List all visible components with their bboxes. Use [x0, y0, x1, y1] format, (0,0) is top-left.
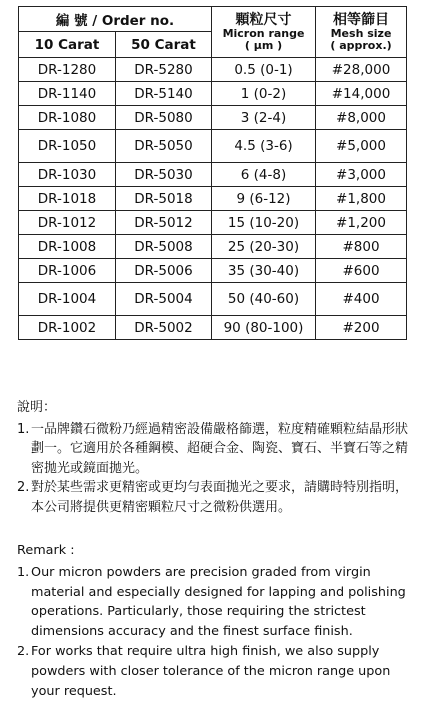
table-row — [19, 211, 407, 235]
micron-cell: 25 (20-30) — [212, 235, 316, 259]
particle-size-header — [212, 7, 316, 58]
table-row — [19, 316, 407, 340]
note-number: 1. — [17, 421, 30, 437]
carat10-cell: DR-1002 — [19, 316, 116, 340]
carat50-cell: DR-5008 — [116, 235, 212, 259]
mesh-cell: #1,800 — [316, 187, 407, 211]
table-row — [19, 235, 407, 259]
carat50-cell: DR-5140 — [116, 82, 212, 106]
carat50-cell: DR-5280 — [116, 58, 212, 82]
note-cn-item — [17, 420, 416, 479]
carat50-cell: DR-5006 — [116, 259, 212, 283]
carat50-cell: DR-5002 — [116, 316, 212, 340]
mesh-cell: #800 — [316, 235, 407, 259]
micron-cell: 15 (10-20) — [212, 211, 316, 235]
mesh-size-header — [316, 7, 407, 58]
mesh-cell: #5,000 — [316, 130, 407, 163]
carat50-cell: DR-5030 — [116, 163, 212, 187]
table-row — [19, 106, 407, 130]
note-number: 1. — [17, 564, 30, 580]
note-en-item — [17, 642, 416, 701]
mesh-cell: #600 — [316, 259, 407, 283]
mesh-cell: #14,000 — [316, 82, 407, 106]
mesh-cell: #8,000 — [316, 106, 407, 130]
particle-size-en: Micron range — [222, 27, 305, 40]
carat10-cell: DR-1018 — [19, 187, 116, 211]
order-no-header: 編 號 / Order no. — [19, 7, 212, 32]
mesh-en: Mesh size — [330, 27, 392, 40]
particle-size-cn: 顆粒尺寸 — [235, 12, 292, 28]
note-text: For works that require ultra high finish, we also supply powders with closer tolerance of the micron range upon your request. — [31, 643, 391, 699]
table-row — [19, 259, 407, 283]
notes-chinese — [17, 398, 416, 517]
micron-cell: 3 (2-4) — [212, 106, 316, 130]
mesh-unit: ( approx.) — [330, 39, 392, 52]
table-row — [19, 130, 407, 163]
table-row — [19, 163, 407, 187]
micron-cell: 0.5 (0-1) — [212, 58, 316, 82]
notes-english — [17, 541, 416, 701]
table-row — [19, 283, 407, 316]
carat10-cell: DR-1004 — [19, 283, 116, 316]
micron-cell: 1 (0-2) — [212, 82, 316, 106]
mesh-cell: #28,000 — [316, 58, 407, 82]
micron-cell: 50 (40-60) — [212, 283, 316, 316]
carat10-cell: DR-1050 — [19, 130, 116, 163]
notes-en-title: Remark : — [17, 543, 75, 558]
carat50-cell: DR-5050 — [116, 130, 212, 163]
carat50-header: 50 Carat — [116, 32, 212, 58]
spec-table — [18, 6, 407, 340]
carat10-cell: DR-1280 — [19, 58, 116, 82]
mesh-cell: #3,000 — [316, 163, 407, 187]
micron-cell: 90 (80-100) — [212, 316, 316, 340]
carat10-cell: DR-1140 — [19, 82, 116, 106]
carat50-cell: DR-5018 — [116, 187, 212, 211]
mesh-cell: #1,200 — [316, 211, 407, 235]
note-number: 2. — [17, 643, 30, 659]
note-number: 2. — [17, 480, 30, 495]
carat10-cell: DR-1006 — [19, 259, 116, 283]
note-text: 一品牌鑽石微粉乃經過精密設備嚴格篩選，粒度精確顆粒結晶形狀劃一。它適用於各種鋼模、超硬合金、陶瓷、寶石、半寶石等之精密拋光或鏡面拋光。 — [31, 421, 409, 476]
notes-cn-title: 說明： — [17, 400, 57, 415]
carat50-cell: DR-5080 — [116, 106, 212, 130]
carat10-cell: DR-1012 — [19, 211, 116, 235]
mesh-cn: 相等篩目 — [333, 12, 390, 28]
mesh-cell: #400 — [316, 283, 407, 316]
table-row — [19, 187, 407, 211]
carat10-cell: DR-1030 — [19, 163, 116, 187]
table-row — [19, 58, 407, 82]
carat10-cell: DR-1008 — [19, 235, 116, 259]
note-cn-item — [17, 478, 416, 517]
carat50-cell: DR-5004 — [116, 283, 212, 316]
table-row — [19, 82, 407, 106]
micron-cell: 35 (30-40) — [212, 259, 316, 283]
particle-size-unit: ( μm ) — [244, 39, 283, 52]
micron-cell: 9 (6-12) — [212, 187, 316, 211]
carat10-header: 10 Carat — [19, 32, 116, 58]
carat10-cell: DR-1080 — [19, 106, 116, 130]
mesh-cell: #200 — [316, 316, 407, 340]
micron-cell: 4.5 (3-6) — [212, 130, 316, 163]
note-text: 對於某些需求更精密或更均勻表面拋光之要求，請購時特別指明，本公司將提供更精密顆粒尺寸之微粉供選用。 — [31, 480, 409, 515]
note-text: Our micron powders are precision graded from virgin material and especially designed for lapping and polishing operations. Particularly, those requiring the strictest dimensions accuracy and the finest surface finish. — [31, 564, 406, 640]
carat50-cell: DR-5012 — [116, 211, 212, 235]
micron-cell: 6 (4-8) — [212, 163, 316, 187]
note-en-item — [17, 563, 416, 642]
